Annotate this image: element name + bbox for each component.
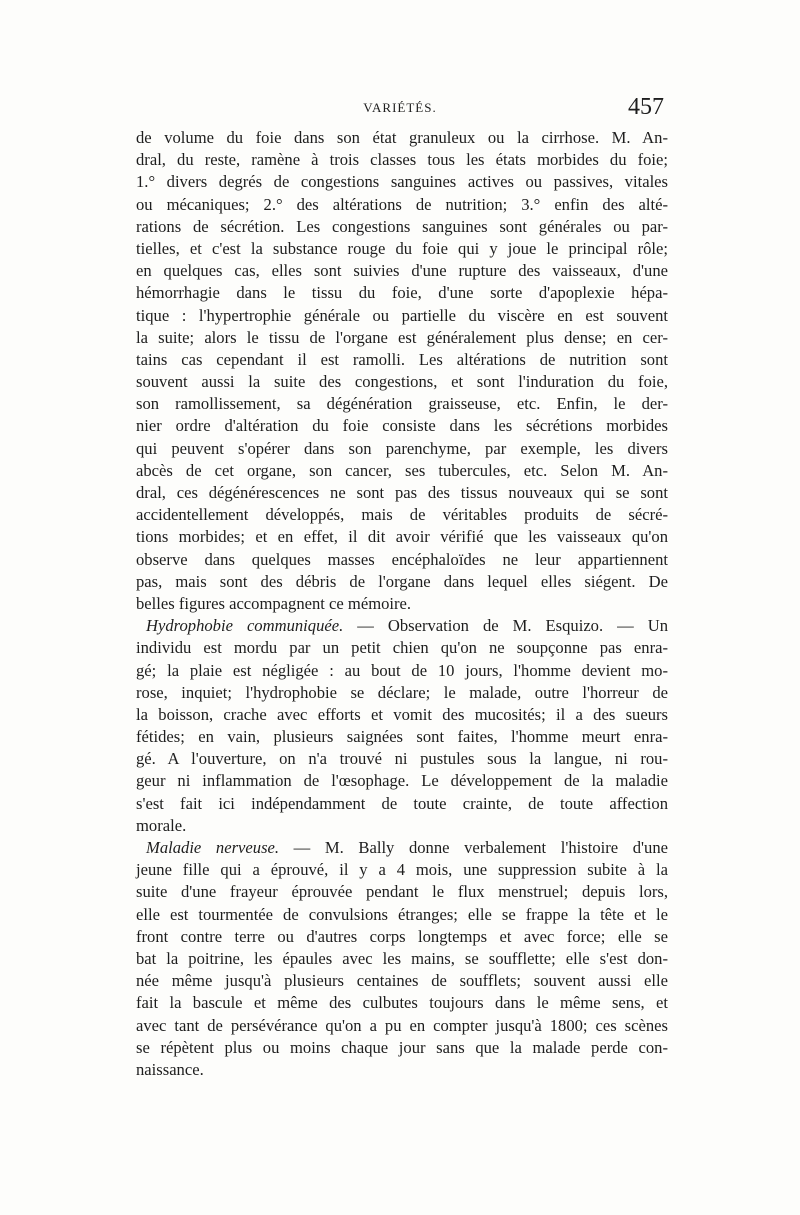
text-line: suite d'une frayeur éprouvée pendant le flux menstruel; depuis lors,: [136, 882, 668, 902]
paragraph-maladie-nerveuse: [136, 837, 668, 1081]
text-line: s'est fait ici indépendamment de toute crainte, de toute affection: [136, 793, 668, 813]
text-line: dral, du reste, ramène à trois classes tous les états morbides du foie;: [136, 150, 668, 170]
text-line: en quelques cas, elles sont suivies d'une rupture des vaisseaux, d'une: [136, 261, 668, 281]
text-line: naissance.: [136, 1059, 204, 1079]
text-line: ou mécaniques; 2.° des altérations de nutrition; 3.° enfin des alté-: [136, 194, 668, 214]
section-title: Hydrophobie communiquée.: [146, 616, 344, 636]
text-line: geur ni inflammation de l'œsophage. Le développement de la maladie: [136, 771, 668, 791]
text-line-with-title: [136, 837, 668, 859]
text-line: front contre terre ou d'autres corps longtemps et avec force; elle se: [136, 926, 668, 946]
text-line: tains cas cependant il est ramolli. Les altérations de nutrition sont: [136, 349, 668, 369]
text-line: née même jusqu'à plusieurs centaines de soufflets; souvent aussi elle: [136, 971, 668, 991]
text-line: tions morbides; et en effet, il dit avoir vérifié que les vaisseaux qu'on: [136, 527, 668, 547]
body-text: [136, 127, 668, 1081]
text-line: accidentellement développés, mais de véritables produits de sécré-: [136, 505, 668, 525]
text-line: abcès de cet organe, son cancer, ses tubercules, etc. Selon M. An-: [136, 460, 668, 480]
text-line: tique : l'hypertrophie générale ou partielle du viscère en est souvent: [136, 305, 668, 325]
text-line: tielles, et c'est la substance rouge du foie qui y joue le principal rôle;: [136, 238, 668, 258]
text-line: avec tant de persévérance qu'on a pu en compter jusqu'à 1800; ces scènes: [136, 1015, 668, 1035]
text-line: se répètent plus ou moins chaque jour sans que la malade perde con-: [136, 1037, 668, 1057]
page-number: 457: [628, 94, 664, 120]
text-line: gé. A l'ouverture, on n'a trouvé ni pustules sous la langue, ni rou-: [136, 749, 668, 769]
text-line: belles figures accompagnent ce mémoire.: [136, 593, 412, 613]
text-line: individu est mordu par un petit chien qu'on ne soupçonne pas enra-: [136, 638, 668, 658]
text-line: dral, ces dégénérescences ne sont pas des tissus nouveaux qui se sont: [136, 483, 668, 502]
text-line: pas, mais sont des débris de l'organe dans lequel elles siégent. De: [136, 571, 668, 591]
page-header: [132, 96, 668, 126]
text-line: 1.° divers degrés de congestions sanguines actives ou passives, vitales: [136, 172, 668, 192]
text-line: rations de sécrétion. Les congestions sanguines sont générales ou par-: [136, 216, 668, 236]
text-line: nier ordre d'altération du foie consiste dans les sécrétions morbides: [136, 416, 668, 436]
text-line: gé; la plaie est négligée : au bout de 10 jours, l'homme devient mo-: [136, 660, 668, 680]
section-title: Maladie nerveuse.: [146, 838, 280, 857]
paragraph-liver: [136, 127, 668, 615]
text-line: qui peuvent s'opérer dans son parenchyme, par exemple, les divers: [136, 438, 668, 458]
text-line: son ramollissement, sa dégénération graisseuse, etc. Enfin, le der-: [136, 394, 668, 414]
text-line: hémorrhagie dans le tissu du foie, d'une sorte d'apoplexie hépa-: [136, 283, 668, 303]
text-fragment: — Observation de M. Esquizo. — Un: [343, 616, 668, 636]
text-line: morale.: [136, 815, 187, 835]
running-head: VARIÉTÉS.: [363, 100, 437, 115]
text-line: souvent aussi la suite des congestions, et sont l'induration du foie,: [136, 372, 668, 392]
text-fragment: — M. Bally donne verbalement l'histoire d'une: [279, 838, 668, 857]
text-line: de volume du foie dans son état granuleux ou la cirrhose. M. An-: [136, 128, 668, 147]
text-line: elle est tourmentée de convulsions étranges; elle se frappe la tête et le: [136, 904, 668, 924]
text-line-with-title: [136, 615, 668, 637]
text-line: rose, inquiet; l'hydrophobie se déclare; le malade, outre l'horreur de: [136, 682, 668, 702]
text-line: fétides; en vain, plusieurs saignées sont faites, l'homme meurt enra-: [136, 727, 668, 747]
text-line: bat la poitrine, les épaules avec les mains, se soufflette; elle s'est don-: [136, 948, 668, 968]
text-line: observe dans quelques masses encéphaloïdes ne leur appartiennent: [136, 549, 668, 569]
text-line: fait la bascule et même des culbutes toujours dans le même sens, et: [136, 993, 668, 1013]
text-line: jeune fille qui a éprouvé, il y a 4 mois, une suppression subite à la: [136, 860, 668, 880]
text-line: la suite; alors le tissu de l'organe est généralement plus dense; en cer-: [136, 327, 668, 347]
text-line: la boisson, crache avec efforts et vomit des mucosités; il a des sueurs: [136, 704, 668, 724]
paragraph-hydrophobie: [136, 615, 668, 837]
